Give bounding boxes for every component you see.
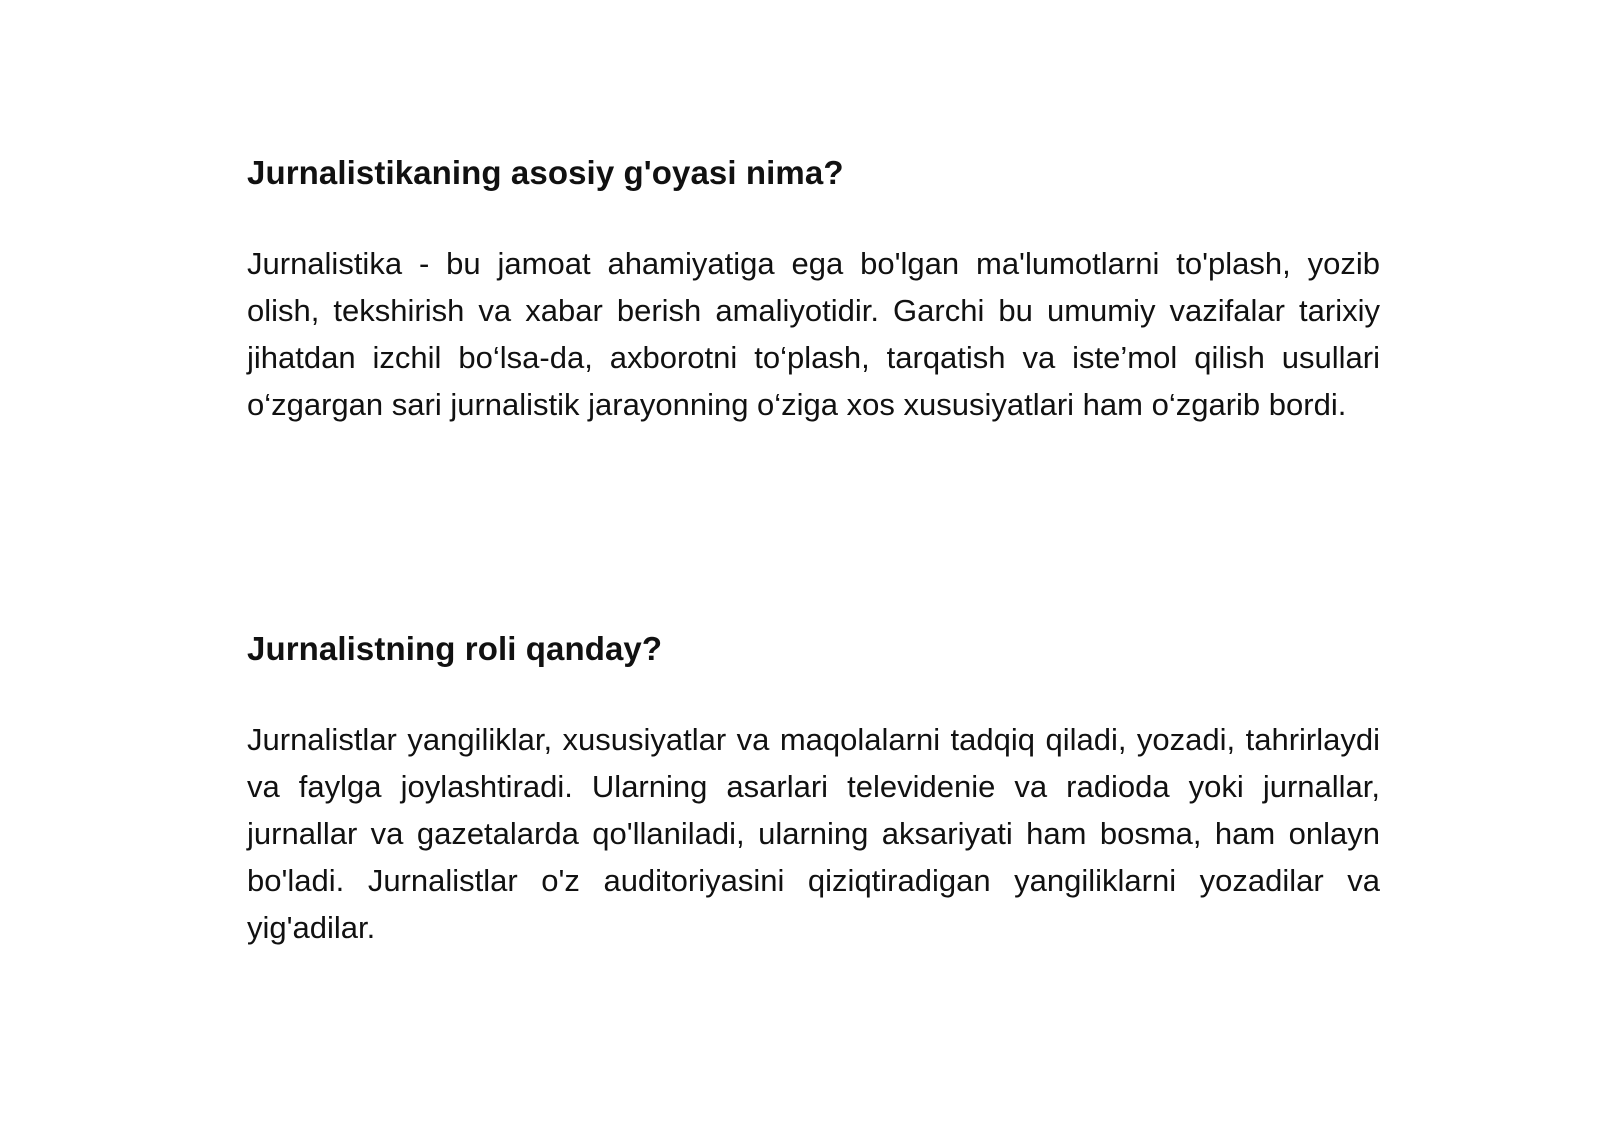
section-journalist-role xyxy=(247,628,1380,951)
section-heading: Jurnalistikaning asosiy g'oyasi nima? xyxy=(247,154,844,191)
section-paragraph: Jurnalistika - bu jamoat ahamiyatiga ega bo'lgan ma'lumotlarni to'plash, yozib olish, tekshirish va xabar berish amaliyotidir. Garchi bu umumiy vazifalar tarixiy jihatdan izchil bo‘lsa-da, axborotni to‘plash, tarqatish va iste’mol qilish usullari o‘zgargan sari jurnalistik jarayonning o‘ziga xos xususiyatlari ham o‘zgarib bordi. xyxy=(247,246,1380,422)
section-heading: Jurnalistning roli qanday? xyxy=(247,630,663,667)
section-journalism-idea xyxy=(247,152,1380,428)
section-paragraph: Jurnalistlar yangiliklar, xususiyatlar va maqolalarni tadqiq qiladi, yozadi, tahrirlaydi va faylga joylashtiradi. Ularning asarlari televidenie va radioda yoki jurnallar, jurnallar va gazetalarda qo'llaniladi, ularning aksariyati ham bosma, ham onlayn bo'ladi. Jurnalistlar o'z auditoriyasini qiziqtiradigan yangiliklarni yozadilar va yig'adilar. xyxy=(247,722,1380,945)
